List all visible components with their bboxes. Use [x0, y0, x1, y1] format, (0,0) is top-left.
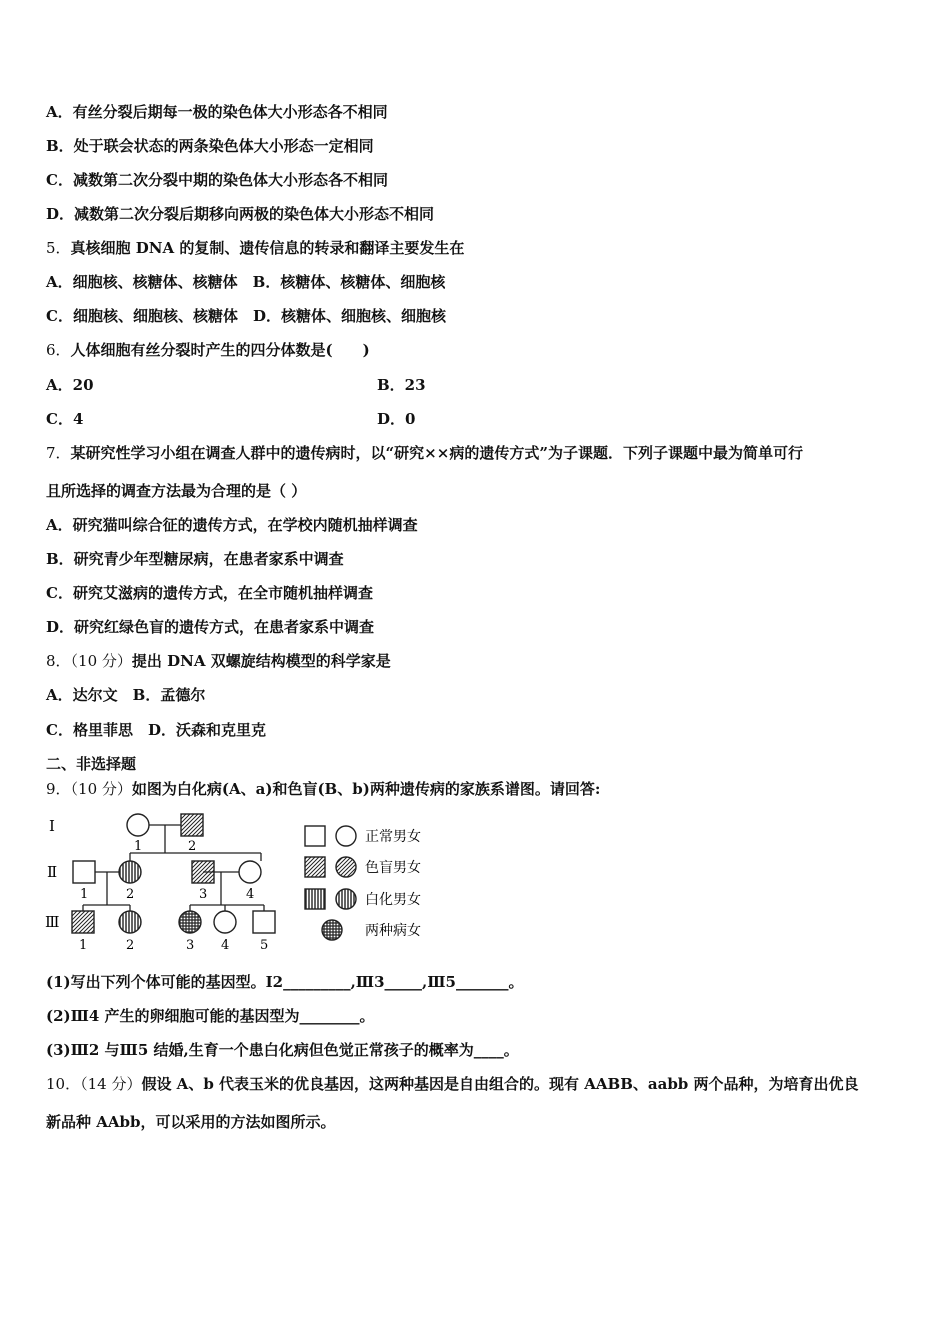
- question-stem: 人体细胞有丝分裂时产生的四分体数是( ): [70, 341, 370, 359]
- question-number: 6．: [46, 341, 71, 359]
- legend-label: 两种病女: [365, 923, 421, 939]
- individual-number: 1: [80, 887, 89, 902]
- q7-option-a: A．研究猫叫综合征的遗传方式，在学校内随机抽样调查: [46, 516, 418, 534]
- q4-option-d: D．减数第二次分裂后期移向两极的染色体大小形态不相同: [46, 205, 435, 223]
- pedigree-male-colorblind: [72, 911, 94, 933]
- pedigree-female-albino: [119, 911, 141, 933]
- question-10-stem-cont: 新品种 AAbb，可以采用的方法如图所示。: [46, 1113, 336, 1131]
- pedigree-male-colorblind: [192, 861, 214, 883]
- pedigree-male-colorblind: [181, 814, 203, 836]
- legend-male-albino: [305, 889, 325, 909]
- question-stem: 假设 A、b 代表玉米的优良基因，这两种基因是自由组合的。现有 AABB、aabb 两个品种，为培育出优良: [141, 1075, 859, 1093]
- individual-number: 2: [188, 839, 197, 854]
- question-number: 7．: [46, 444, 71, 462]
- legend-female-both: [322, 920, 342, 940]
- pedigree-legend: [305, 826, 421, 940]
- individual-number: 5: [260, 938, 269, 953]
- q4-option-c: C．减数第二次分裂中期的染色体大小形态各不相同: [46, 171, 388, 189]
- pedigree-chart: [44, 808, 444, 958]
- generation-label: Ⅱ: [47, 863, 58, 881]
- q4-option-a: A．有丝分裂后期每一极的染色体大小形态各不相同: [46, 103, 388, 121]
- question-stem: 如图为白化病(A、a)和色盲(B、b)两种遗传病的家族系谱图。请回答:: [131, 780, 601, 798]
- legend-female-colorblind: [336, 857, 356, 877]
- generation-label: Ⅲ: [45, 913, 60, 931]
- pedigree-female-normal: [214, 911, 236, 933]
- legend-label: 白化男女: [365, 892, 421, 908]
- question-number: 8．（10 分）: [46, 652, 132, 670]
- legend-label: 色盲男女: [365, 860, 421, 876]
- q6-option-a: A．20: [46, 376, 94, 394]
- question-9: [46, 779, 600, 799]
- question-6: [46, 340, 370, 360]
- individual-number: 1: [79, 938, 88, 953]
- q7-option-d: D．研究红绿色盲的遗传方式，在患者家系中调查: [46, 618, 375, 636]
- pedigree-female-normal: [127, 814, 149, 836]
- q9-subquestion-2: (2)Ⅲ4 产生的卵细胞可能的基因型为________。: [46, 1007, 375, 1025]
- q6-option-d: D．0: [377, 410, 416, 428]
- question-5: [46, 238, 464, 258]
- legend-male-normal: [305, 826, 325, 846]
- legend-label: 正常男女: [365, 829, 421, 845]
- legend-female-albino: [336, 889, 356, 909]
- question-stem: 提出 DNA 双螺旋结构模型的科学家是: [131, 652, 391, 670]
- q7-option-c: C．研究艾滋病的遗传方式，在全市随机抽样调查: [46, 584, 373, 602]
- q9-subquestion-1: (1)写出下列个体可能的基因型。Ⅰ2_________,Ⅲ3_____,Ⅲ5_______。: [46, 973, 524, 991]
- q7-option-b: B．研究青少年型糖尿病，在患者家系中调查: [46, 550, 344, 568]
- q8-options-ab: A．达尔文 B．孟德尔: [46, 686, 206, 704]
- question-8: [46, 651, 391, 671]
- q5-options-ab: A．细胞核、核糖体、核糖体 B．核糖体、核糖体、细胞核: [46, 273, 446, 291]
- question-number: 5．: [46, 239, 71, 257]
- individual-number: 2: [126, 887, 135, 902]
- q8-options-cd: C．格里菲思 D．沃森和克里克: [46, 721, 266, 739]
- q6-option-b: B．23: [377, 376, 426, 394]
- individual-number: 1: [134, 839, 143, 854]
- pedigree-female-normal: [239, 861, 261, 883]
- question-number: 10．（14 分）: [46, 1075, 142, 1093]
- question-stem: 某研究性学习小组在调查人群中的遗传病时，以“研究××病的遗传方式”为子课题．下列子课题中最为简单可行: [70, 444, 803, 462]
- question-7-stem-cont: 且所选择的调查方法最为合理的是（ ）: [46, 482, 307, 500]
- legend-male-colorblind: [305, 857, 325, 877]
- pedigree-male-normal: [73, 861, 95, 883]
- q4-option-b: B．处于联会状态的两条染色体大小形态一定相同: [46, 137, 374, 155]
- question-stem: 真核细胞 DNA 的复制、遗传信息的转录和翻译主要发生在: [70, 239, 465, 257]
- pedigree-female-both-diseases: [179, 911, 201, 933]
- legend-female-normal: [336, 826, 356, 846]
- individual-number: 4: [221, 938, 230, 953]
- question-number: 9．（10 分）: [46, 780, 132, 798]
- individual-number: 3: [186, 938, 195, 953]
- individual-number: 3: [199, 887, 208, 902]
- individual-number: 4: [246, 887, 255, 902]
- question-10: [46, 1074, 859, 1094]
- q9-subquestion-3: (3)Ⅲ2 与Ⅲ5 结婚,生育一个患白化病但色觉正常孩子的概率为____。: [46, 1041, 519, 1059]
- generation-label: Ⅰ: [49, 817, 55, 835]
- pedigree-female-albino: [119, 861, 141, 883]
- pedigree-male-normal: [253, 911, 275, 933]
- q6-option-c: C．4: [46, 410, 84, 428]
- question-7: [46, 443, 803, 463]
- section-title: 二、非选择题: [46, 755, 137, 773]
- individual-number: 2: [126, 938, 135, 953]
- q5-options-cd: C．细胞核、细胞核、核糖体 D．核糖体、细胞核、细胞核: [46, 307, 446, 325]
